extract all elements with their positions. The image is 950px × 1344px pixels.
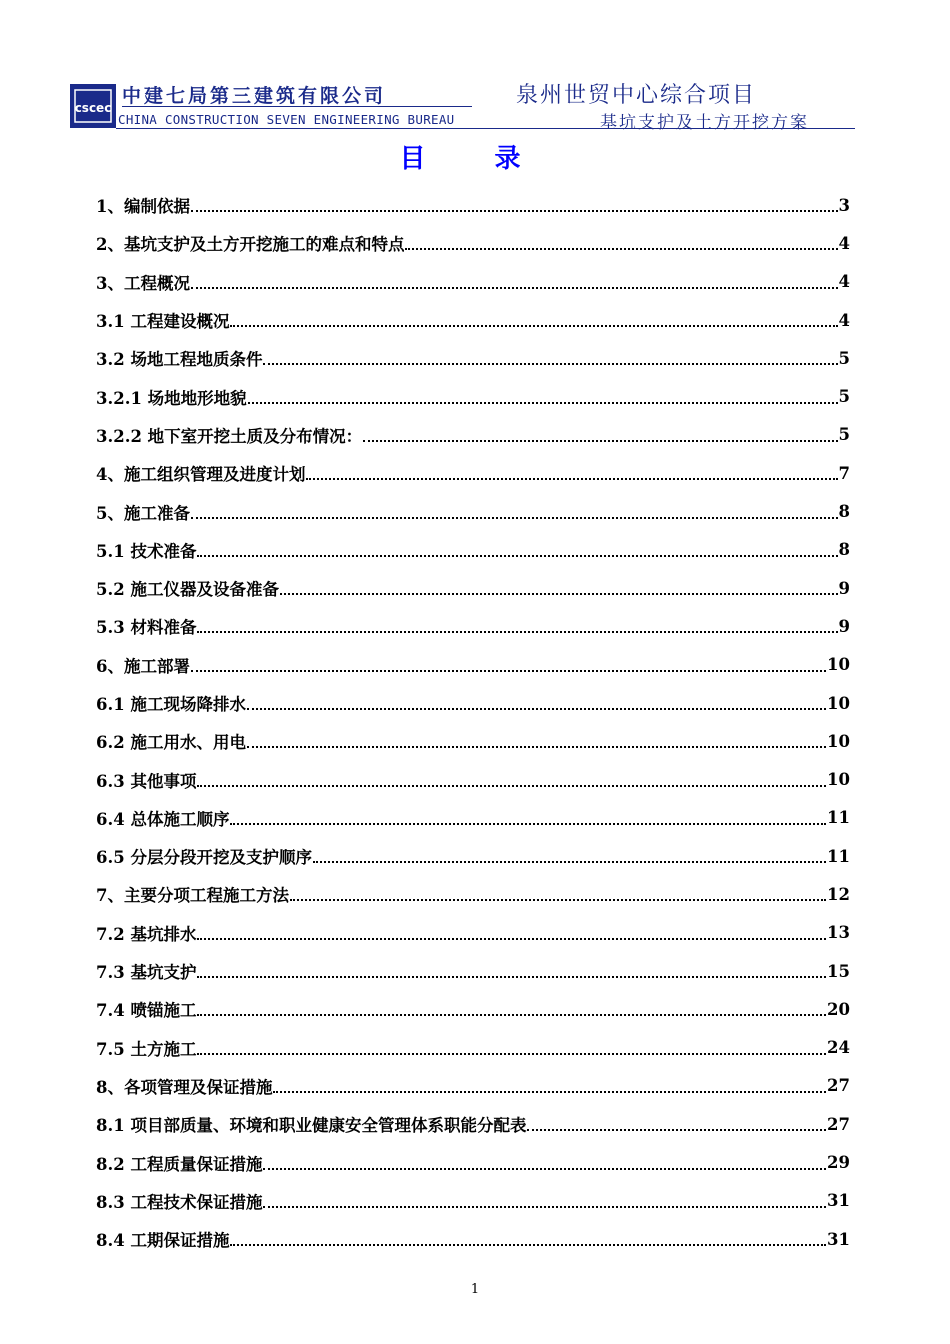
toc-entry[interactable] [96,914,850,952]
toc-entry-label: 6.3 其他事项 [96,771,197,791]
toc-entry-page: 4 [838,272,850,292]
toc-entry[interactable] [96,1067,850,1105]
toc-dot-leader [280,593,838,595]
toc-entry-label: 4、施工组织管理及进度计划 [96,465,306,485]
toc-dot-leader [263,1206,826,1208]
header-divider [116,128,855,129]
toc-entry-page: 9 [838,578,850,598]
toc-entry-label: 7、主要分项工程施工方法 [96,886,289,906]
toc-entry-label: 3.2 场地工程地质条件 [96,350,263,370]
toc-entry[interactable] [96,569,850,607]
toc-entry-page: 15 [827,961,850,981]
toc-entry[interactable] [96,837,850,875]
toc-dot-leader [263,1168,826,1170]
toc-entry-label: 1、编制依据 [96,197,190,217]
toc-entry[interactable] [96,760,850,798]
toc-entry[interactable] [96,1029,850,1067]
company-name-cn: 中建七局第三建筑有限公司 [122,85,387,107]
toc-entry-page: 8 [838,540,850,560]
toc-entry[interactable] [96,454,850,492]
toc-dot-leader [248,402,838,404]
company-name-en: CHINA CONSTRUCTION SEVEN ENGINEERING BUREAU [118,112,455,127]
toc-entry[interactable] [96,224,850,262]
toc-dot-leader [263,363,837,365]
toc-entry-label: 7.3 基坑支护 [96,963,197,983]
toc-entry-page: 7 [838,463,850,483]
toc-entry-page: 13 [827,923,850,943]
toc-entry-page: 10 [827,655,850,675]
project-name: 泉州世贸中心综合项目 [516,83,757,108]
cscec-logo-icon [73,88,113,124]
toc-dot-leader [306,478,837,480]
toc-entry-page: 31 [827,1191,850,1211]
toc-dot-leader [247,746,826,748]
toc-dot-leader [197,555,837,557]
company-name-underline [122,106,472,107]
toc-entry-label: 6、施工部署 [96,656,190,676]
toc-entry-label: 8.4 工期保证措施 [96,1231,230,1251]
toc-entry-page: 31 [827,1229,850,1249]
toc-title: 目 录 [399,144,551,174]
toc-entry[interactable] [96,799,850,837]
toc-dot-leader [230,325,837,327]
toc-entry-label: 6.5 分层分段开挖及支护顺序 [96,848,312,868]
toc-entry-label: 2、基坑支护及土方开挖施工的难点和特点 [96,235,405,255]
page-number: 1 [470,1282,480,1297]
toc-dot-leader [197,1053,826,1055]
toc-dot-leader [405,248,837,250]
company-logo [70,84,116,128]
toc-dot-leader [197,785,826,787]
toc-entry-page: 10 [827,693,850,713]
toc-entry-page: 5 [838,425,850,445]
toc-entry-label: 6.1 施工现场降排水 [96,695,246,714]
toc-entry-page: 9 [838,616,850,636]
toc-entry[interactable] [96,492,850,530]
toc-entry-label: 8、各项管理及保证措施 [96,1077,273,1097]
toc-entry[interactable] [96,1182,850,1220]
toc-dot-leader [313,861,826,863]
toc-entry-page: 12 [827,884,850,904]
toc-entry[interactable] [96,990,850,1028]
toc-entry[interactable] [96,722,850,760]
toc-entry-label: 3、工程概况 [96,273,190,293]
toc-dot-leader [363,440,837,442]
table-of-contents [96,186,850,1258]
toc-entry[interactable] [96,186,850,224]
toc-entry-page: 10 [827,770,850,790]
toc-entry-page: 3 [838,195,850,215]
toc-entry-label: 8.2 工程质量保证措施 [96,1154,263,1174]
toc-entry-page: 27 [827,1114,850,1134]
toc-entry-page: 10 [827,731,850,751]
toc-entry-label: 5.2 施工仪器及设备准备 [96,580,279,600]
toc-entry-label: 5.1 技术准备 [96,541,197,561]
toc-entry-page: 11 [827,846,850,866]
toc-entry-label: 5.3 材料准备 [96,618,197,638]
toc-entry[interactable] [96,531,850,569]
page-header [70,78,855,133]
toc-entry[interactable] [96,339,850,377]
toc-dot-leader [191,287,838,289]
toc-dot-leader [197,976,826,978]
toc-entry-page: 5 [838,348,850,368]
toc-entry-page: 29 [827,1153,850,1173]
toc-dot-leader [191,210,838,212]
toc-dot-leader [527,1129,826,1131]
toc-entry-page: 5 [838,387,850,407]
toc-dot-leader [197,1014,826,1016]
toc-entry[interactable] [96,263,850,301]
toc-entry-page: 11 [827,808,850,828]
toc-entry[interactable] [96,1143,850,1181]
toc-entry[interactable] [96,1105,850,1143]
toc-entry-page: 27 [827,1076,850,1096]
toc-entry-page: 8 [838,502,850,522]
toc-entry[interactable] [96,377,850,415]
toc-dot-leader [230,823,826,825]
toc-dot-leader [247,708,826,710]
toc-entry[interactable] [96,607,850,645]
toc-dot-leader [230,1244,826,1246]
toc-dot-leader [197,631,837,633]
toc-dot-leader [191,517,838,519]
toc-dot-leader [290,899,826,901]
toc-entry[interactable] [96,416,850,454]
toc-dot-leader [197,938,826,940]
toc-entry-label: 6.2 施工用水、用电 [96,733,246,753]
project-subtitle: 基坑支护及土方开挖方案 [600,113,809,133]
toc-entry-label: 5、施工准备 [96,503,190,523]
toc-entry[interactable] [96,875,850,913]
svg-text:cscec: cscec [74,101,112,115]
toc-entry[interactable] [96,952,850,990]
toc-entry[interactable] [96,301,850,339]
toc-entry-label: 6.4 总体施工顺序 [96,809,230,829]
toc-entry-page: 24 [827,1038,850,1058]
toc-entry-label: 8.1 项目部质量、环境和职业健康安全管理体系职能分配表 [96,1116,527,1136]
toc-entry-page: 4 [838,233,850,253]
toc-entry-page: 4 [838,310,850,330]
toc-entry-label: 7.5 土方施工 [96,1039,197,1059]
toc-entry-page: 20 [827,999,850,1019]
toc-dot-leader [273,1091,826,1093]
toc-entry-label: 8.3 工程技术保证措施 [96,1192,263,1212]
toc-entry-label: 3.1 工程建设概况 [96,312,230,332]
toc-entry[interactable] [96,646,850,684]
toc-entry-label: 3.2.2 地下室开挖土质及分布情况： [96,426,363,446]
toc-entry[interactable] [96,1220,850,1258]
toc-dot-leader [191,670,826,672]
toc-entry-label: 7.4 喷锚施工 [96,1001,197,1021]
toc-entry-label: 7.2 基坑排水 [96,924,197,944]
toc-entry-label: 3.2.1 场地地形地貌 [96,388,247,408]
toc-entry[interactable] [96,684,850,722]
